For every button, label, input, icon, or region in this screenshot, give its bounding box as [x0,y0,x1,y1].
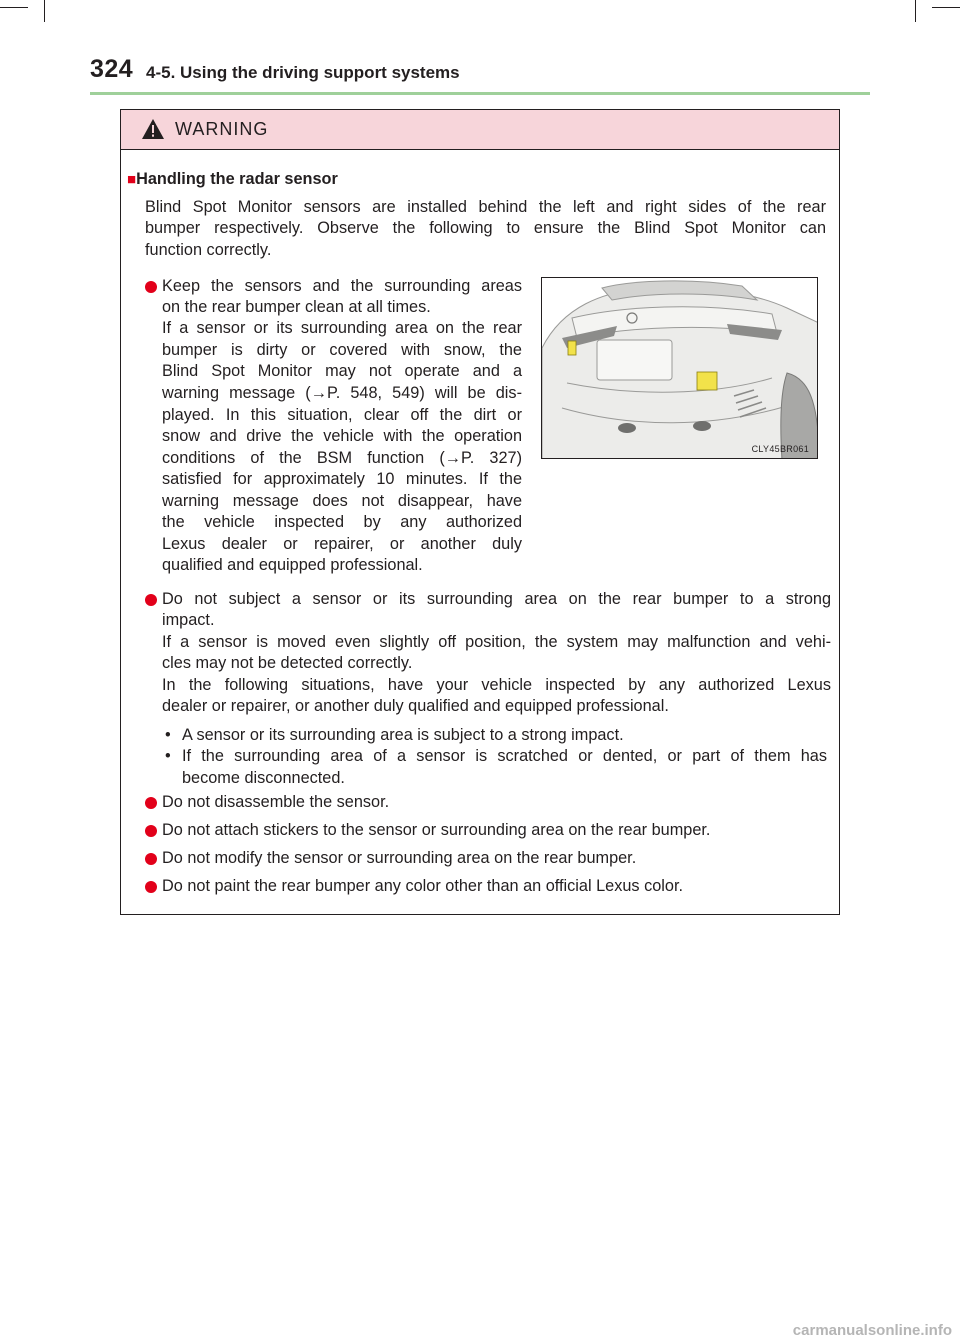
intro-line: bumper respectively. Observe the following to ensure the Blind Spot Monitor can [145,219,826,237]
item2-line: cles may not be detected correctly. [162,654,413,672]
item2-line: Do not subject a sensor or its surrounding area on the rear bumper to a strong [162,590,831,608]
page-number: 324 [90,55,134,83]
item2-line: impact. [162,611,215,629]
item1-line: conditions of the BSM function (→P. 327) [162,449,522,467]
item1-line: Blind Spot Monitor may not operate and a [162,362,522,380]
item1-line: on the rear bumper clean at all times. [162,298,431,316]
crop-mark [0,7,28,8]
item2-line: In the following situations, have your vehicle inspected by any authorized Lexus [162,676,831,694]
heading-text: Handling the radar sensor [136,170,338,188]
item1-line: the vehicle inspected by any authorized [162,513,522,531]
square-bullet-icon: ■ [127,171,137,188]
item2-line: dealer or repairer, or another duly qualified and equipped professional. [162,697,669,715]
item1-line: warning message does not disappear, have [162,492,522,510]
page-header [90,55,870,95]
item-no-disassemble: Do not disassemble the sensor. [162,793,390,811]
warning-triangle-icon [141,118,165,140]
warning-heading [127,169,338,191]
item1-line: played. In this situation, clear off the dirt or [162,406,522,424]
intro-line: Blind Spot Monitor sensors are installed behind the left and right sides of the rear [145,198,826,216]
watermark: carmanualsonline.info [792,1322,952,1339]
rear-bumper-illustration [541,277,818,459]
bullet-dot [145,853,157,865]
car-rear-drawing [542,278,818,459]
crop-mark [915,0,916,22]
bullet-dot [145,797,157,809]
section-title: 4-5. Using the driving support systems [146,63,460,82]
bullet-dot [145,594,157,606]
bullet-dot [145,825,157,837]
header-rule [90,92,870,95]
item1-line: Keep the sensors and the surrounding areas [162,277,522,295]
intro-line: function correctly. [145,241,272,259]
item1-line: warning message (→P. 548, 549) will be dis- [162,384,522,402]
item1-line: snow and drive the vehicle with the operation [162,427,522,445]
crop-mark [44,0,45,22]
item1-line: satisfied for approximately 10 minutes. If the [162,470,522,488]
item1-line: If a sensor or its surrounding area on the rear [162,319,522,337]
bullet-dot [145,281,157,293]
bullet-dot [145,881,157,893]
item1-line: qualified and equipped professional. [162,556,423,574]
sub-bullet: A sensor or its surrounding area is subject to a strong impact. [182,726,624,744]
sub-bullet: If the surrounding area of a sensor is scratched or dented, or part of them has [182,747,827,765]
sub-bullet-continued: become disconnected. [182,769,345,787]
warning-label: WARNING [175,119,269,139]
item2-line: If a sensor is moved even slightly off position, the system may malfunction and vehi- [162,633,831,651]
sub-bullet-mark: • [165,747,171,765]
item1-line: Lexus dealer or repairer, or another duly [162,535,522,553]
item1-line: bumper is dirty or covered with snow, the [162,341,522,359]
item-no-paint: Do not paint the rear bumper any color other than an official Lexus color. [162,877,684,895]
item-no-modify: Do not modify the sensor or surrounding area on the rear bumper. [162,849,637,867]
sub-bullet-mark: • [165,726,171,744]
illustration-code: CLY45BR061 [751,444,809,454]
warning-header [121,110,839,150]
crop-mark [932,7,960,8]
item-no-stickers: Do not attach stickers to the sensor or surrounding area on the rear bumper. [162,821,711,839]
